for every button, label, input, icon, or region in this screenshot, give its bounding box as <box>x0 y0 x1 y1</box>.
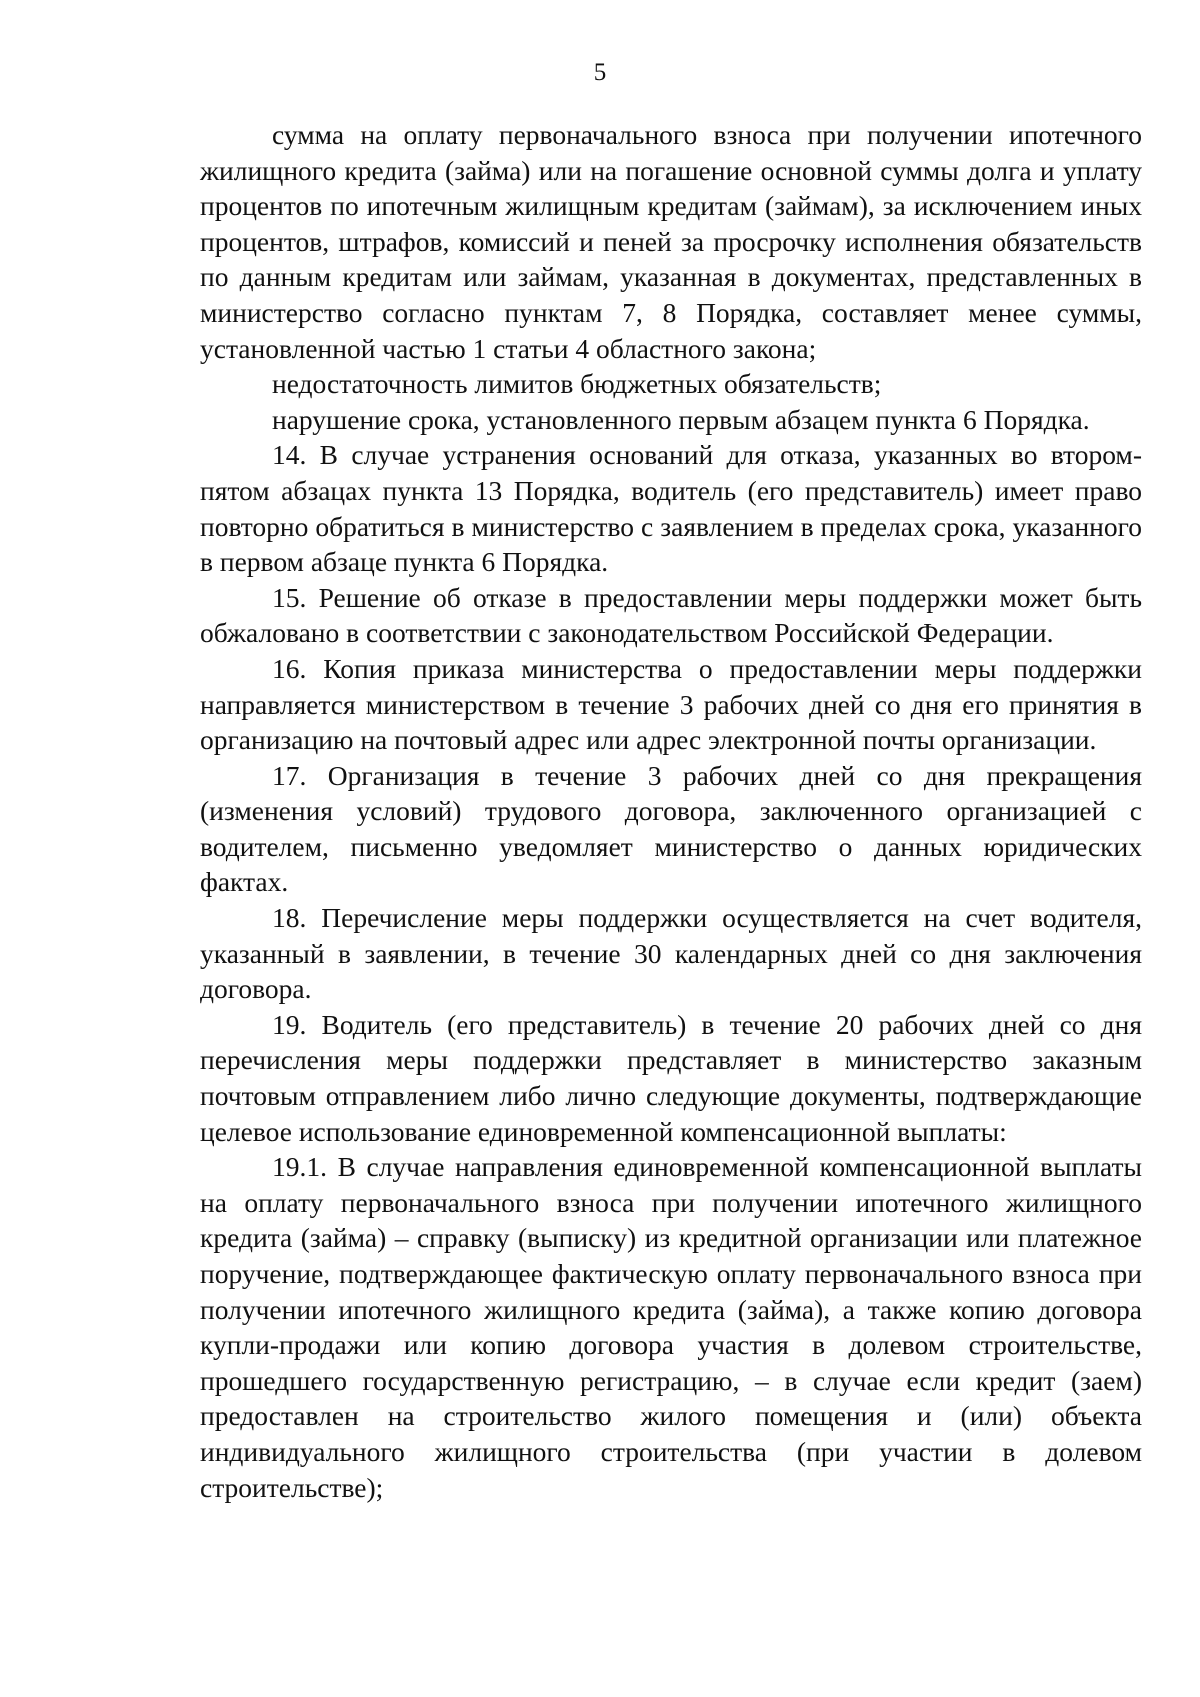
paragraph-refusal-ground-sum: сумма на оплату первоначального взноса при получении ипотечного жилищного кредита (займа) или на погашение основной суммы долга и уплату процентов по ипотечным жилищным кредитам (займам), за исключением иных процентов, штрафов, комиссий и пеней за просрочку исполнения обязательств по данным кредитам или займам, указанная в документах, представленных в министерство согласно пунктам 7, 8 Порядка, составляет менее суммы, установленной частью 1 статьи 4 областного закона; <box>200 119 1142 364</box>
paragraph-item-19-1: 19.1. В случае направления единовременной компенсационной выплаты на оплату первоначального взноса при получении ипотечного жилищного кредита (займа) – справку (выписку) из кредитной организации или платежное поручение, подтверждающее фактическую оплату первоначального взноса при получении ипотечного жилищного кредита (займа), а также копию договора купли-продажи или копию договора участия в долевом строительстве, прошедшего государственную регистрацию, – в случае если кредит (заем) предоставлен на строительство жилого помещения и (или) объекта индивидуального жилищного строительства (при участии в долевом строительстве); <box>200 1151 1142 1503</box>
paragraph-refusal-ground-limits: недостаточность лимитов бюджетных обязательств; <box>272 368 882 400</box>
paragraph-item-19: 19. Водитель (его представитель) в течение 20 рабочих дней со дня перечисления меры поддержки представляет в министерство заказным почтовым отправлением либо лично следующие документы, подтверждающие целевое использование единовременной компенсационной выплаты: <box>200 1008 1142 1147</box>
paragraph-item-14: 14. В случае устранения оснований для отказа, указанных во втором-пятом абзацах пункта 13 Порядка, водитель (его представитель) имеет право повторно обратиться в министерство с заявлением в пределах срока, указанного в первом абзаце пункта 6 Порядка. <box>200 439 1142 578</box>
paragraph-item-18: 18. Перечисление меры поддержки осуществляется на счет водителя, указанный в заявлении, в течение 30 календарных дней со дня заключения договора. <box>200 902 1142 1005</box>
paragraph-item-15: 15. Решение об отказе в предоставлении меры поддержки может быть обжаловано в соответствии с законодательством Российской Федерации. <box>200 581 1142 649</box>
page-number: 5 <box>593 59 607 86</box>
paragraph-item-17: 17. Организация в течение 3 рабочих дней со дня прекращения (изменения условий) трудового договора, заключенного организацией с водителем, письменно уведомляет министерство о данных юридических фактах. <box>200 759 1142 898</box>
paragraph-item-16: 16. Копия приказа министерства о предоставлении меры поддержки направляется министерством в течение 3 рабочих дней со дня его принятия в организацию на почтовый адрес или адрес электронной почты организации. <box>200 652 1142 756</box>
document-body <box>200 117 1142 1505</box>
paragraph-refusal-ground-deadline: нарушение срока, установленного первым абзацем пункта 6 Порядка. <box>272 403 1090 435</box>
